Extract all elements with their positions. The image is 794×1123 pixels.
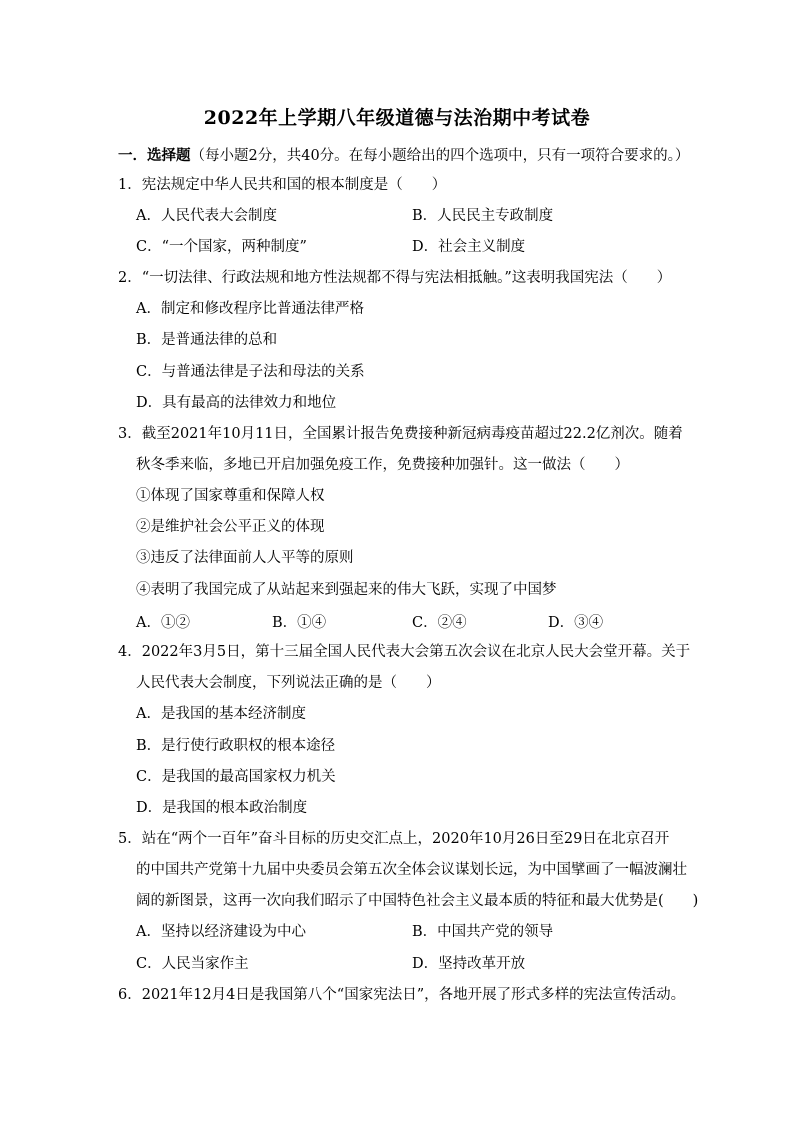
question-1-option-a: A．人民代表大会制度 — [136, 208, 277, 224]
page-title: 2022年上学期八年级道德与法治期中考试卷 — [203, 107, 591, 129]
question-3-statement-3: ③违反了法律面前人人平等的原则 — [136, 550, 354, 566]
question-1-stem: 1．宪法规定中华人民共和国的根本制度是（ ） — [118, 177, 447, 193]
question-3-statement-4: ④表明了我国完成了从站起来到强起来的伟大飞跃，实现了中国梦 — [136, 582, 557, 598]
question-5-option-b: B．中国共产党的领导 — [412, 924, 554, 940]
question-4-stem-line-2: 人民代表大会制度，下列说法正确的是（ ） — [136, 675, 441, 691]
question-2-option-c: C．与普通法律是子法和母法的关系 — [136, 364, 365, 380]
question-3-stem-line-1: 3．截至2021年10月11日，全国累计报告免费接种新冠病毒疫苗超过22.2亿剂次。随着 — [118, 426, 683, 442]
question-3-option-c: C．②④ — [412, 615, 467, 631]
question-4-stem-line-1: 4．2022年3月5日，第十三届全国人民代表大会第五次会议在北京人民大会堂开幕。关于 — [118, 644, 691, 660]
question-1-option-b: B．人民民主专政制度 — [412, 208, 554, 224]
question-3-stem-line-2: 秋冬季来临，多地已开启加强免疫工作，免费接种加强针。这一做法（ ） — [136, 457, 629, 473]
question-1-option-d: D．社会主义制度 — [412, 239, 526, 255]
question-5-option-d: D．坚持改革开放 — [412, 956, 526, 972]
question-4-option-d: D．是我国的根本政治制度 — [136, 800, 308, 816]
question-1-option-c: C．“一个国家，两种制度” — [136, 239, 307, 255]
question-6-stem-line-1: 6．2021年12月4日是我国第八个“国家宪法日”，各地开展了形式多样的宪法宣传活动。 — [118, 987, 686, 1003]
question-2-option-a: A．制定和修改程序比普通法律严格 — [136, 301, 364, 317]
question-4-option-a: A．是我国的基本经济制度 — [136, 706, 306, 722]
question-3-statement-2: ②是维护社会公平正义的体现 — [136, 519, 325, 535]
question-5-stem-line-2: 的中国共产党第十九届中央委员会第五次全体会议谋划长远，为中国擘画了一幅波澜壮 — [136, 862, 687, 878]
question-5-stem-line-3: 阔的新图景，这再一次向我们昭示了中国特色社会主义最本质的特征和最大优势是( ) — [136, 893, 699, 909]
question-2-option-d: D．具有最高的法律效力和地位 — [136, 395, 337, 411]
section-note: （每小题2分，共40分。在每小题给出的四个选项中，只有一项符合要求的。） — [190, 148, 690, 164]
question-2-stem: 2．“一切法律、行政法规和地方性法规都不得与宪法相抵触。”这表明我国宪法（ ） — [118, 270, 672, 286]
question-4-option-c: C．是我国的最高国家权力机关 — [136, 769, 336, 785]
question-5-option-c: C．人民当家作主 — [136, 956, 249, 972]
question-5-stem-line-1: 5．站在“两个一百年”奋斗目标的历史交汇点上，2020年10月26日至29日在北京召开 — [118, 831, 670, 847]
question-3-option-d: D．③④ — [548, 615, 604, 631]
question-2-option-b: B．是普通法律的总和 — [136, 332, 278, 348]
question-3-statement-1: ①体现了国家尊重和保障人权 — [136, 488, 325, 504]
question-3-option-b: B．①④ — [272, 615, 327, 631]
question-4-option-b: B．是行使行政职权的根本途径 — [136, 738, 336, 754]
section-heading — [118, 144, 689, 165]
question-3-option-a: A．①② — [136, 615, 190, 631]
question-5-option-a: A．坚持以经济建设为中心 — [136, 924, 306, 940]
section-label: 一．选择题 — [118, 147, 191, 164]
